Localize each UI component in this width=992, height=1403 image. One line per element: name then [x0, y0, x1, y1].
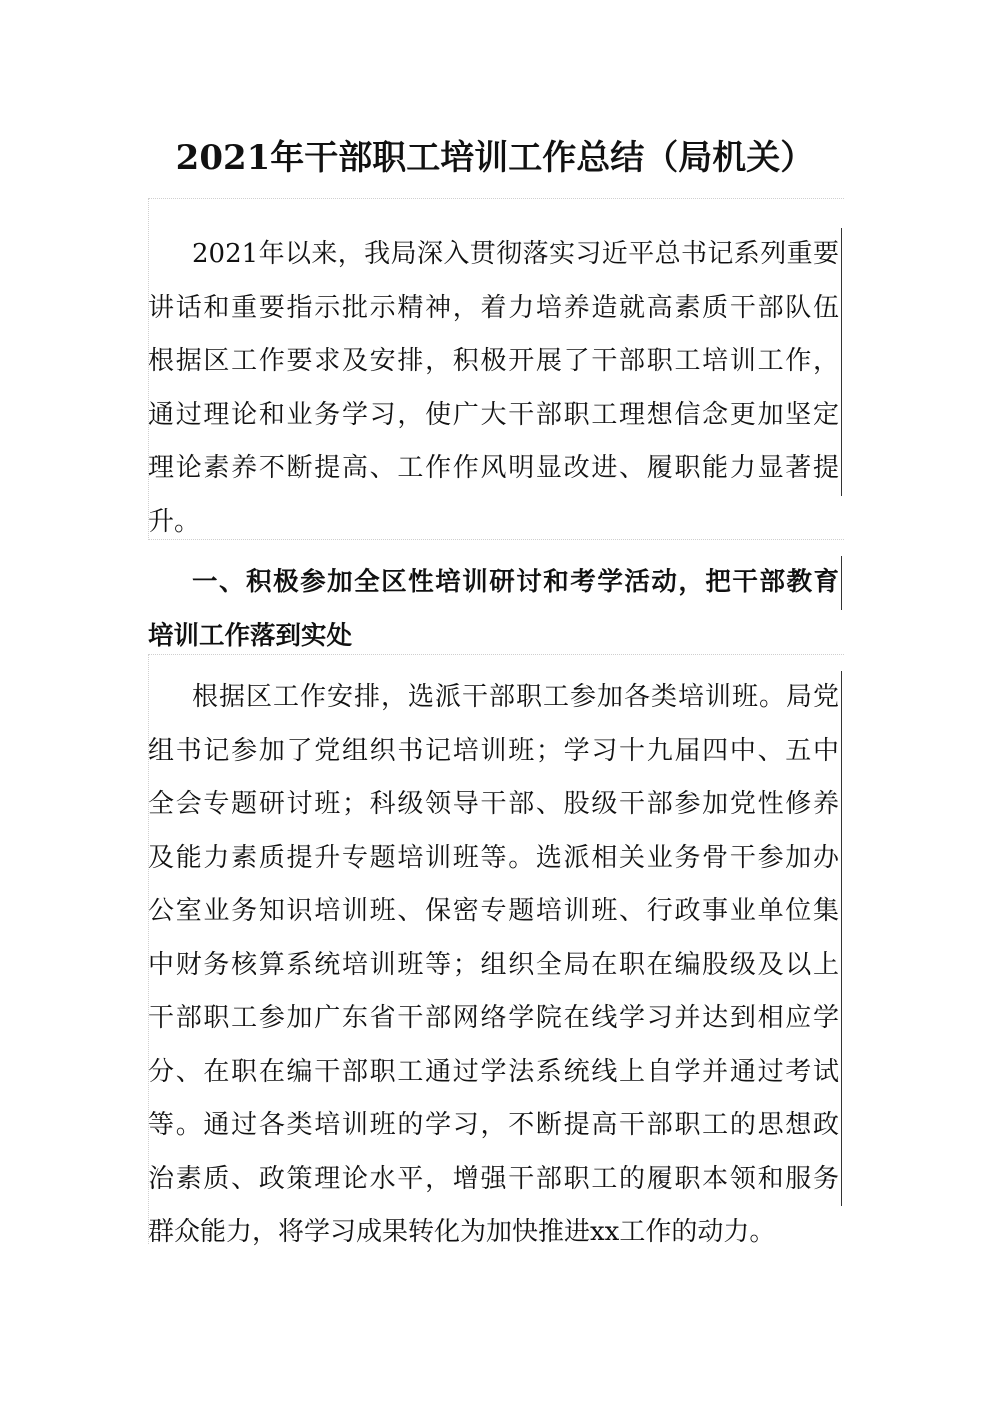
heading-line: 培训工作落到实处 [148, 620, 353, 651]
section-divider [148, 654, 844, 655]
section-body-paragraph [148, 671, 842, 1260]
paragraph-line: 等。通过各类培训班的学习，不断提高干部职工的思想政 [148, 1099, 842, 1153]
paragraph-line: 理论素养不断提高、工作作风明显改进、履职能力显著提 [148, 442, 842, 496]
paragraph-line: 讲话和重要指示批示精神，着力培养造就高素质干部队伍 [148, 282, 842, 336]
paragraph-line: 根据区工作安排，选派干部职工参加各类培训班。局党 [148, 671, 842, 725]
paragraph-line: 及能力素质提升专题培训班等。选派相关业务骨干参加办 [148, 832, 842, 886]
document-title: 2021年干部职工培训工作总结（局机关） [175, 138, 815, 178]
paragraph-line: 通过理论和业务学习，使广大干部职工理想信念更加坚定 [148, 389, 842, 443]
paragraph-line: 中财务核算系统培训班等；组织全局在职在编股级及以上 [148, 939, 842, 993]
paragraph-line: 升。 [148, 506, 201, 537]
paragraph-line: 干部职工参加广东省干部网络学院在线学习并达到相应学 [148, 992, 842, 1046]
paragraph-line: 根据区工作要求及安排，积极开展了干部职工培训工作， [148, 335, 842, 389]
section-divider [148, 198, 844, 199]
heading-line: 一、积极参加全区性培训研讨和考学活动，把干部教育 [148, 556, 842, 610]
paragraph-line: 组书记参加了党组织书记培训班；学习十九届四中、五中 [148, 725, 842, 779]
section-heading [148, 556, 842, 663]
paragraph-line: 2021年以来，我局深入贯彻落实习近平总书记系列重要 [148, 228, 842, 282]
paragraph-line: 治素质、政策理论水平，增强干部职工的履职本领和服务 [148, 1153, 842, 1207]
paragraph-line: 公室业务知识培训班、保密专题培训班、行政事业单位集 [148, 885, 842, 939]
section-divider [148, 539, 844, 540]
paragraph-line: 全会专题研讨班；科级领导干部、股级干部参加党性修养 [148, 778, 842, 832]
paragraph-line: 分、在职在编干部职工通过学法系统线上自学并通过考试 [148, 1046, 842, 1100]
paragraph-line: 群众能力，将学习成果转化为加快推进xx工作的动力。 [148, 1217, 776, 1247]
intro-paragraph [148, 228, 842, 549]
